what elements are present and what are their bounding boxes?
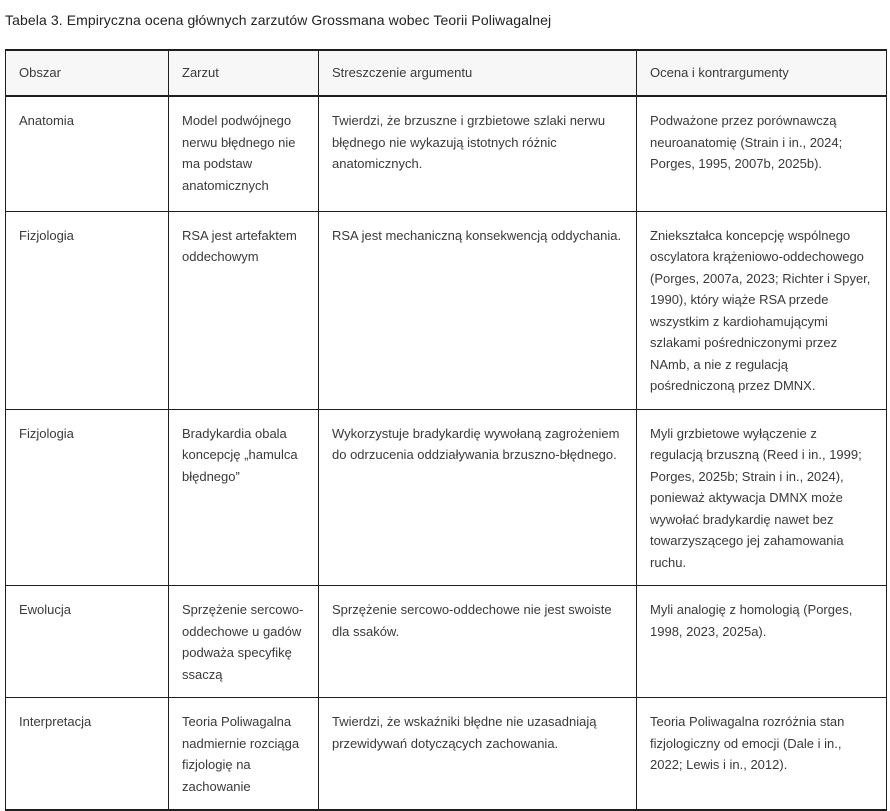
table-header-row [6, 50, 887, 96]
cell-zarzut: Teoria Poliwagalna nadmiernie rozciąga fizjologię na zachowanie [169, 698, 319, 811]
cell-ocena: Podważone przez porównawczą neuroanatomię (Strain i in., 2024; Porges, 1995, 2007b, 2025b). [637, 96, 887, 211]
assessment-table [5, 49, 887, 811]
cell-obszar: Anatomia [6, 96, 169, 211]
cell-obszar: Interpretacja [6, 698, 169, 811]
table-row [6, 586, 887, 698]
cell-ocena: Zniekształca koncepcję wspólnego oscylatora krążeniowo-oddechowego (Porges, 2007a, 2023; Richter i Spyer, 1990), który wiąże RSA przede wszystkim z kardiohamującymi szlakami pośredniczonymi przez NAmb, a nie z regulacją pośredniczoną przez DMNX. [637, 211, 887, 409]
table-row [6, 409, 887, 586]
column-header-ocena: Ocena i kontrargumenty [637, 50, 887, 96]
cell-zarzut: RSA jest artefaktem oddechowym [169, 211, 319, 409]
cell-zarzut: Bradykardia obala koncepcję „hamulca błędnego” [169, 409, 319, 586]
column-header-obszar: Obszar [6, 50, 169, 96]
cell-zarzut: Model podwójnego nerwu błędnego nie ma podstaw anatomicznych [169, 96, 319, 211]
cell-obszar: Ewolucja [6, 586, 169, 698]
table-caption: Tabela 3. Empiryczna ocena głównych zarzutów Grossmana wobec Teorii Poliwagalnej [5, 12, 552, 28]
cell-ocena: Myli grzbietowe wyłączenie z regulacją brzuszną (Reed i in., 1999; Porges, 2025b; Strain i in., 2024), ponieważ aktywacja DMNX może wywołać bradykardię nawet bez towarzyszącego jej zahamowania ruchu. [637, 409, 887, 586]
column-header-streszczenie: Streszczenie argumentu [319, 50, 637, 96]
table-row [6, 211, 887, 409]
cell-streszczenie: RSA jest mechaniczną konsekwencją oddychania. [319, 211, 637, 409]
column-header-zarzut: Zarzut [169, 50, 319, 96]
table-row [6, 96, 887, 211]
cell-streszczenie: Twierdzi, że brzuszne i grzbietowe szlaki nerwu błędnego nie wykazują istotnych różnic anatomicznych. [319, 96, 637, 211]
cell-ocena: Teoria Poliwagalna rozróżnia stan fizjologiczny od emocji (Dale i in., 2022; Lewis i in., 2012). [637, 698, 887, 811]
cell-streszczenie: Twierdzi, że wskaźniki błędne nie uzasadniają przewidywań dotyczących zachowania. [319, 698, 637, 811]
cell-streszczenie: Wykorzystuje bradykardię wywołaną zagrożeniem do odrzucenia oddziaływania brzuszno-błędnego. [319, 409, 637, 586]
cell-zarzut: Sprzężenie sercowo-oddechowe u gadów podważa specyfikę ssaczą [169, 586, 319, 698]
cell-ocena: Myli analogię z homologią (Porges, 1998, 2023, 2025a). [637, 586, 887, 698]
cell-obszar: Fizjologia [6, 409, 169, 586]
cell-obszar: Fizjologia [6, 211, 169, 409]
cell-streszczenie: Sprzężenie sercowo-oddechowe nie jest swoiste dla ssaków. [319, 586, 637, 698]
table-row [6, 698, 887, 811]
